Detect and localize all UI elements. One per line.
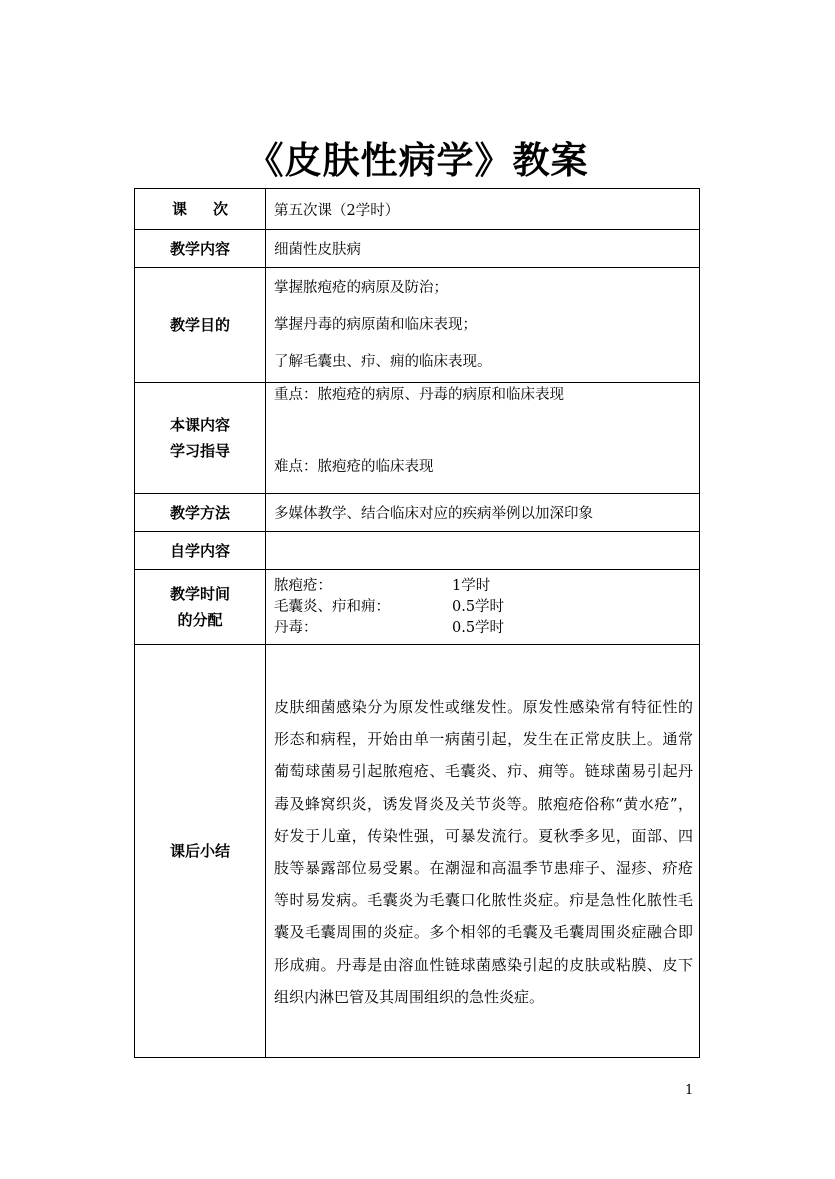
allocation-topic: 毛囊炎、疖和痈： xyxy=(274,598,390,615)
value-allocation xyxy=(266,570,700,645)
label-guidance-line-2: 学习指导 xyxy=(169,442,230,460)
allocation-hours: 0.5学时 xyxy=(452,598,505,615)
value-summary xyxy=(266,645,700,1058)
label-lesson xyxy=(135,189,266,230)
label-objectives: 教学目的 xyxy=(135,268,266,383)
label-allocation-line-2: 的分配 xyxy=(177,611,223,629)
label-allocation-line-1: 教学时间 xyxy=(169,585,230,603)
value-self-study xyxy=(266,532,700,570)
allocation-hours: 1学时 xyxy=(452,577,491,594)
row-guidance xyxy=(135,383,700,494)
row-lesson xyxy=(135,189,700,230)
value-guidance xyxy=(266,383,700,494)
row-summary xyxy=(135,645,700,1058)
key-point: 重点：脓疱疮的病原、丹毒的病原和临床表现 xyxy=(274,387,564,403)
row-objectives xyxy=(135,268,700,383)
page-number: 1 xyxy=(685,1083,694,1098)
objective-line: 了解毛囊虫、疖、痈的临床表现。 xyxy=(274,353,492,370)
label-method: 教学方法 xyxy=(135,494,266,532)
allocation-topic: 脓疱疮： xyxy=(274,577,332,594)
row-method xyxy=(135,494,700,532)
allocation-hours: 0.5学时 xyxy=(452,619,505,636)
label-guidance xyxy=(135,383,266,494)
lesson-plan-table xyxy=(134,188,700,1058)
label-self-study: 自学内容 xyxy=(135,532,266,570)
row-allocation xyxy=(135,570,700,645)
allocation-item xyxy=(274,597,693,618)
value-lesson: 第五次课（2学时） xyxy=(266,189,700,230)
summary-text: 皮肤细菌感染分为原发性或继发性。原发性感染常有特征性的形态和病程，开始由单一病菌引起，发生在正常皮肤上。通常葡萄球菌易引起脓疱疮、毛囊炎、疖、痈等。链球菌易引起丹毒及蜂窝织炎，诱发肾炎及关节炎等。脓疱疮俗称“黄水疮”，好发于儿童，传染性强，可暴发流行。夏秋季多见，面部、四肢等暴露部位易受累。在潮湿和高温季节患痱子、湿疹、疥疮等时易发病。毛囊炎为毛囊口化脓性炎症。疖是急性化脓性毛囊及毛囊周围的炎症。多个相邻的毛囊及毛囊周围炎症融合即形成痈。丹毒是由溶血性链球菌感染引起的皮肤或粘膜、皮下组织内淋巴管及其周围组织的急性炎症。 xyxy=(274,697,693,1006)
label-guidance-line-1: 本课内容 xyxy=(169,416,230,434)
label-lesson-char-2: 次 xyxy=(213,200,229,218)
label-teaching-content: 教学内容 xyxy=(135,230,266,268)
objective-line: 掌握丹毒的病原菌和临床表现； xyxy=(274,316,477,333)
value-teaching-content: 细菌性皮肤病 xyxy=(266,230,700,268)
value-objectives xyxy=(266,268,700,383)
objective-line: 掌握脓疱疮的病原及防治； xyxy=(274,279,448,296)
page-title: 《皮肤性病学》教案 xyxy=(246,139,589,182)
row-teaching-content xyxy=(135,230,700,268)
difficulty: 难点：脓疱疮的临床表现 xyxy=(274,459,434,475)
value-method: 多媒体教学、结合临床对应的疾病举例以加深印象 xyxy=(266,494,700,532)
allocation-item xyxy=(274,576,693,597)
label-lesson-char-1: 课 xyxy=(171,200,213,218)
label-summary: 课后小结 xyxy=(135,645,266,1058)
allocation-topic: 丹毒： xyxy=(274,619,318,636)
row-self-study xyxy=(135,532,700,570)
allocation-item xyxy=(274,618,693,639)
label-allocation xyxy=(135,570,266,645)
